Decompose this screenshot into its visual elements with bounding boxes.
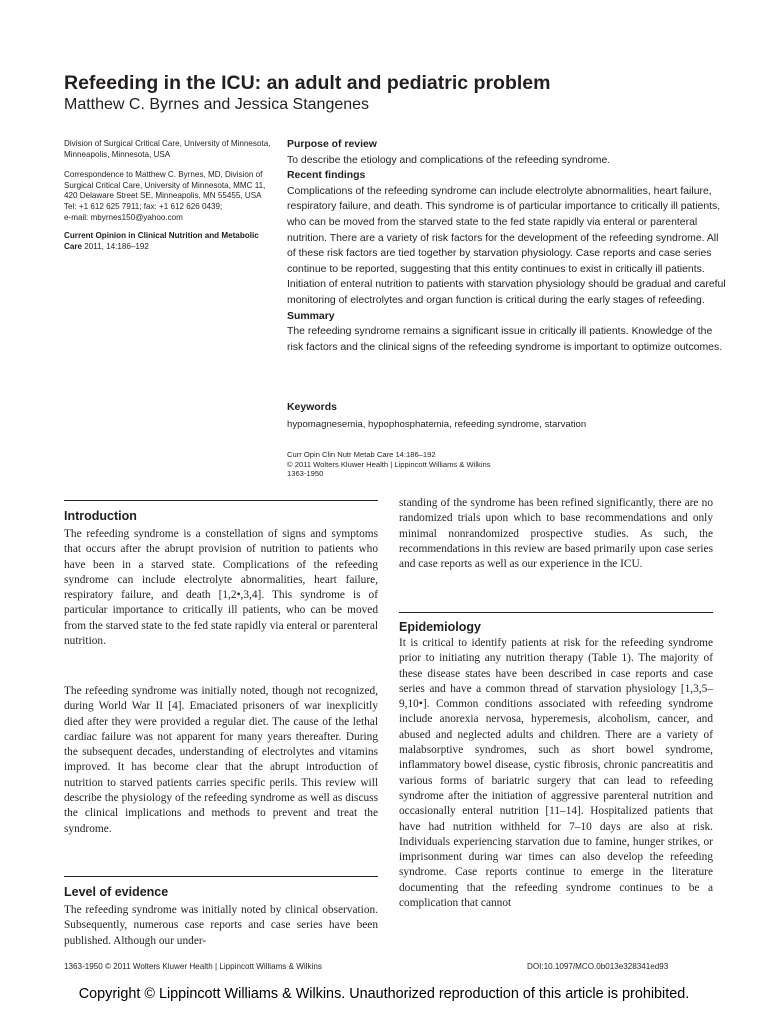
epidemiology-rule [399,612,713,613]
summary-heading: Summary [287,310,335,322]
epidemiology-p1-text: It is critical to identify patients at risk for the refeeding syndrome prior to initiating any nutrition therapy (Table 1). The majority of these disease states have been described in case reports and case series and have a common thread of starvation physiology [1,3,5–9,10•]. Common conditions associated with refeeding syndrome include anorexia nervosa, hyperemesis, alcoholism, cancer, and abused and neglected adults and children. There are a variety of malabsorptive syndromes, such as short bowel syndrome, inflammatory bowel disease, cystic fibrosis, chronic pancreatitis and various forms of bariatric surgery that can lead to refeeding syndrome after the initiation of aggressive parenteral nutrition and occasionally enteral nutrition [11–14]. Hospitalized patients that have had nutrition withheld for 7–10 days are also at risk. Individuals experiencing starvation due to famine, hunger strikes, or imprisonment during war times can also develop the refeeding syndrome. Case reports continue to emerge in the literature documenting that the refeeding syndrome continues to be a complication that cannot [399,637,713,910]
evidence-continuation [399,496,713,572]
affiliation-tel: Tel: +1 612 625 7911; fax: +1 612 626 0439; [64,201,223,211]
intro-p1-text: The refeeding syndrome is a constellation of signs and symptoms that occurs after the abrupt provision of nutrition to patients who have been in a starved state. Complications of the refeeding syndrome can include electrolyte abnormalities, heart failure, respiratory failure, and death [1,2•,3,4]. This syndrome is of particular importance to critically ill patients, who can be moved from the starved state to the fed state rapidly via enteral or parenteral nutrition. [64,528,378,648]
intro-paragraph-1 [64,527,378,649]
affiliation-block [64,139,274,252]
evidence-paragraph [64,903,378,949]
affiliation-division: Division of Surgical Critical Care, University of Minnesota, Minneapolis, Minnesota, USA [64,139,271,159]
intro-p2-text: The refeeding syndrome was initially noted, though not recognized, during World War II [4]. Emaciated prisoners of war inexplicitly died after they were provided a regular diet. The cause of the lethal cardiac failure was not apparent for many years thereafter. During the subsequent decades, understanding of electrolytes and vitamins improved. It has become clear that the abrupt introduction of nutrition to starved patients carries specific perils. This review will describe the physiology of the refeeding syndrome as well as discuss the clinical implications and methods to prevent and treat the syndrome. [64,685,378,835]
article-authors: Matthew C. Byrnes and Jessica Stangenes [64,96,370,113]
citation-line-1: Curr Opin Clin Nutr Metab Care 14:186–192 [287,450,436,459]
evidence-cont-text: standing of the syndrome has been refined significantly, there are no randomized trials upon which to base recommendations and only minimal nonrandomized prospective studies. As such, the recommendations in this review are based primarily upon case series and case reports as well as our experience in the ICU. [399,497,713,571]
affiliation-email: e-mail: mbyrnes150@yahoo.com [64,212,183,222]
epidemiology-heading: Epidemiology [399,620,481,634]
summary-text: The refeeding syndrome remains a significant issue in critically ill patients. Knowledge of the risk factors and the clinical signs of the refeeding syndrome is important to optimize outcomes. [287,326,723,353]
findings-heading: Recent findings [287,170,366,182]
journal-ref: 2011, 14:186–192 [82,241,149,251]
abstract [287,137,727,355]
intro-rule [64,500,378,501]
evidence-heading: Level of evidence [64,885,169,899]
purpose-heading: Purpose of review [287,139,377,150]
keywords-list: hypomagnesemia, hypophosphatemia, refeeding syndrome, starvation [287,419,587,430]
intro-heading: Introduction [64,509,137,523]
epidemiology-paragraph [399,636,713,911]
evidence-p1-text: The refeeding syndrome was initially noted by clinical observation. Subsequently, numerous case reports and case series have been published. Although our under- [64,904,378,947]
evidence-rule [64,876,378,877]
citation-block [287,450,491,479]
journal-name: Current Opinion in Clinical Nutrition and Metabolic Care [64,231,259,251]
findings-text: Complications of the refeeding syndrome can include electrolyte abnormalities, heart failure, respiratory failure, and death. This syndrome is of particular importance to critically ill patients, who can be moved from the starved state to the fed state rapidly via enteral or parenteral nutrition. There are a variety of risk factors for the development of the refeeding syndrome. All of these risk factors are tied together by starvation physiology. Case reports and case series continue to be reported, suggesting that this entity continues to exist in critically ill patients. Initiation of enteral nutrition to patients with starvation physiology should be gradual and careful monitoring of electrolytes and organ function is critical during the early stages of refeeding. [287,185,726,306]
copyright-notice: Copyright © Lippincott Williams & Wilkins. Unauthorized reproduction of this article is prohibited. [78,986,690,1002]
keywords-heading: Keywords [287,402,337,413]
purpose-text: To describe the etiology and complications of the refeeding syndrome. [287,154,611,166]
citation-line-2: © 2011 Wolters Kluwer Health | Lippincott Williams & Wilkins [287,459,491,469]
footer-doi: DOI:10.1097/MCO.0b013e328341ed93 [527,962,669,971]
article-title: Refeeding in the ICU: an adult and pediatric problem [64,72,551,94]
intro-paragraph-2 [64,684,378,837]
affiliation-correspondence: Correspondence to Matthew C. Byrnes, MD, Division of Surgical Critical Care, University of Minnesota, MMC 11, 420 Delaware Street SE, Minneapolis, MN 55455, USA [64,170,266,201]
citation-line-3: 1363-1950 [287,469,324,479]
footer-issn: 1363-1950 © 2011 Wolters Kluwer Health | Lippincott Williams & Wilkins [64,962,322,971]
